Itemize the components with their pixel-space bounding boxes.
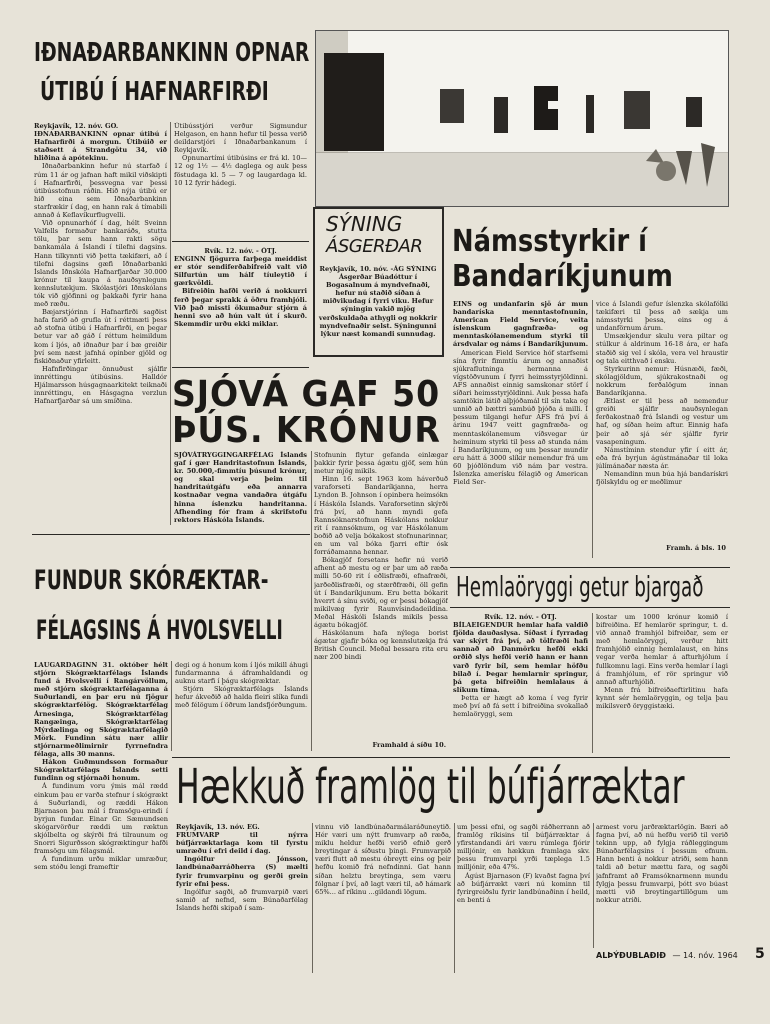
headline-haekkud: Hækkuð framlög til búfjárræktar — [176, 759, 685, 815]
footer-paper: ALÞÝÐUBLAÐIÐ — [596, 951, 666, 960]
nams-article-col1: EINS og undanfarin sjö ár mun bandaríska menntastofnunin, American Field Service, veita íslenskum gagnfræða- og menntaskólanemendum styrki til ársdvalar og náms í Bandaríkjunum. American Field Service hóf starfsemi sína fyrir fimmtíu árum og annaðist sjúkraflutninga hermanna á vígstöðvunum í fyrri heimsstyrjöldinni. AFS annaðist einnig samskonar störf í síðari heimsstyrjöldinni. Auk þessa hafa samtökin látið alþjóðamál til sín taka og unnið að bættri sambúð þjóða á milli. Í þessum tilgangi hefur AFS frá því á árinu 1947 veitt gagnfræða- og menntaskólanemum víðsvegar úr heiminum styrki til þess að stunda nám í Bandaríkjunum, og um þessar mundir eru hátt á 3000 slíkir nemendur frá um 60 þjóðlöndum við nám þar vestra. Íslenzka amerísku félagið og American Field Ser- — [453, 300, 588, 487]
sjova-article-col1: SJÓVÁTRYGGINGARFÉLAG Íslands gaf í gær Handritastofnun Íslands, kr. 50.000,-fimmtíu þúsund krónur, og skal verja þeim til handritaútgáfu eða annarra kostnaðar vegna vandaðra útgáfu hinna íslenzku handritanna. Afhending fór fram á skrifstofu rektors Háskóla Íslands. — [174, 451, 307, 524]
hemla-article-col1: Rvík. 12. nóv. - ÓTJ. BÍLAEIGENDUR hemlar hafa valdið fjölda dauðaslysa. Síðast í fyrradag var skýrt frá því, að tölfræði hafi sannað að Danmörku hefði ekki orðið slys hefði verið hann er hann varð fyrir bíl, sem hemlar höfðu bilað í. Þegar hemlarnir springur, þá geta bifreiðin hemlalaus á slíkum tíma. Þetta er hægt að koma í veg fyrir með því að fá sett í bifreiðina svokallað hemlaöryggi, sem — [453, 613, 588, 719]
footer-page-number: 5 — [755, 946, 765, 962]
exhibition-photo — [315, 30, 729, 207]
syning-article: Reykjavík, 10. nóv. -ÁG SÝNING Ásgerðar Búadóttur í Bogasalnum á myndvefnaði, hefur nú staðið síðan á miðvikudag í fyrri viku. Hefur sýningin vakið mjög verðskuldaða athygli og nokkrir myndvefnaðir selst. Sýningunni lýkur næst komandi sunnudag. — [318, 265, 438, 338]
engin-article: Rvík. 12. nóv. - ÓTJ. ENGINN fjögurra farþega meiddist er stór sendiferðabifreið valt við Silfurtún um hálf tíuleytið í gærkvöldi. Bifreiðin hafði verið á nokkurri ferð þegar sprakk á öðru framhjóli. Við það missti ökumaður stjórn á henni svo að hún valt út í skurð. Skemmdir urðu ekki miklar. — [174, 247, 307, 328]
skog-article-col1: LAUGARDAGINN 31. október hélt stjórn Skógræktarfélags Íslands fund á Hvolsvelli í Rangárvöllum, með stjórn skógræktarfélaganna á Suðurlandi, en þar eru nú fjögur skógræktarfélög. Skógræktarfélag Árnesinga, Skógræktarfélag Rangæinga, Skógræktarfélag Mýrdælinga og Skógræktarfélagið Mörk. Fundinn sátu nær allir stjórnarmeðlimirnir fyrrnefndra félaga, alls 30 manns. Hákon Guðmundsson formaður Skógræktarfélags Íslands setti fundinn og stjórnaði honum. Á fundinum voru ýmis mál rædd einkum þau er varða stefnur í skógrækt á Suðurlandi, og ræddi Hákon Bjarnason þau mál í framsögu-erindi í byrjun fundar. Einar Gr. Sæmundsen skógarvörður ræddi um ræktun skjólbelta og skýrði frá tilraunum og Snorri Sigurðsson skógræktingur hafði framsögu um félagsmál. Á fundinum urðu miklar umræður, sem stóðu lengi frameftir — [34, 661, 168, 872]
haek-article-col1: Reykjavík, 13. nóv. EG. FRUMVARP til nýrra búfjárræktarlaga kom til fyrstu umræðu í efri deild í dag. Ingólfur Jónsson, landbúnaðarráðherra (S) mælti fyrir frumvarpinu og gerði grein fyrir efni þess. Ingólfur sagði, að frumvarpið væri samið af nefnd, sem Búnaðarfélag Íslands hefði skipað í sam- — [176, 823, 308, 912]
headline-skograekt-line1: FUNDUR SKÓRÆKTAR- — [34, 565, 269, 596]
headline-namsstyrkir-line1: Námsstyrkir í — [452, 224, 648, 259]
headline-bank-line2: ÚTIBÚ Í HAFNARFIRÐI — [40, 77, 269, 107]
footer-date: — 14. nóv. 1964 — [672, 951, 738, 960]
haek-article-col2: vinnu við landbúnaðarmálaráðuneytið. Hér væri um nýtt frumvarp að ræða, miklu heldur hefði verið efnið gerð breytingar á síðustu þingi. Frumvarpið væri flutt að mestu óbreytt eins og þeir hefðu komið frá nefndinni. Gat hann síðan helztu breytinga, sem væru fólgnar í því, að lagt væri til, að hámark 65%... af ríkinu ...gildandi lögum. — [315, 823, 451, 896]
bank-article-col2: Útibússtjóri verður Sigmundur Helgason, en hann hefur til þessa verið deildarstjóri í Iðnaðarbankanum í Reykjavík. Opnunartími útibúsins er frá kl. 10—12 og 1½ — 4½ daglega og auk þess föstudaga kl. 5 — 7 og laugardaga kl. 10 12 fyrir hádegi. — [174, 122, 307, 187]
sjova-article-col2: Stofnunin flytur gefanda einlægar þakkir fyrir þessa ágætu gjöf, sem hún metur mjög mikils. Hinn 16. sept 1963 kom háverðuð varaforseti Bandaríkjanna, herra Lyndon B. Johnson í opinbera heimsókn í Háskóla Íslands. Varaforsetinn skýrði frá því, að hann myndi gefa Rannsóknarstofnun Háskólans nokkur rit í rannsóknum, og var Háskólanum boðið að velja bókakost stofnunarinnar, en um val bóka fjarri eftir ósk forráðamanna hennar. Bókagjöf forsetans hefir nú verið afhent að mestu og er þar um að ræða milli 50-60 rit í eðlisfræði, efnafræði, jarðeðlisfræði, og stærðfræði, öll gefin út í Bandaríkjunum. Eru betta bókarit hverrt á sínu sviði, og er þessi bókagjöf mikilvæg fyrir Raunvísindadeildina. Meðal Háskóli Íslands mikils þessa ágætu bókagjöf. Háskólanum hafa nýlega borist ágætar gjafir bóka og kennslutækja frá British Council. Meðal bessara rita eru nær 200 bindi — [314, 451, 448, 662]
hemla-article-col2: kostar um 1000 krónur komið í bifreiðina. Ef hemlarör springur, t. d. við annað framhjól bifreiðar, sem er með hemlaöryggi, verður hitt framhjólið einnig hemlalaust, en hins vegar verða hemlar á afturhjólum í fullkomnu lagi. Eins verða hemlar í lagi á framhjólum, ef rör springur við annað afturhjólið. Menn frá bifreiðaeftirlitinu hafa kynnt sér hemlaöryggin, og telja þau mikilsverð öryggistæki. — [596, 613, 728, 711]
headline-sjova-line2: ÞÚS. KRÓNUR — [172, 410, 441, 451]
nams-article-col2: vice á Íslandi gefur íslenzka skólafólki tækifæri til þess að sækja um námsstyrki þessa, eins og á undanförnum árum. Umsækjendur skulu vera piltar og stúlkur á aldrinum 16-18 ára, er hafa staðið sig vel í skóla, vera vel hraustir og tala eitthvað í ensku. Styrkurinn nemur: Húsnæði, fæði, skólagjöldum, sjúkrakostnaði og nokkrum ferðalögum innan Bandaríkjanna. Ætlast er til þess að nemendur greiði sjálfir nauðsynlegan ferðakostnað frá Íslandi og vestur um haf, og síðan heim aftur. Einnig hafa þeir að sjá sér sjálfir fyrir vasapeningum. Námstíminn stendur yfir í eitt ár, eða frá byrjun ágústmánaðar til loka júlímánaðar næsta ár. Nemandinn mun búa hjá bandarískri fjölskyldu og er meðlimur — [596, 300, 728, 487]
syning-heading-line2: ÁSGERÐAR — [326, 236, 423, 257]
headline-hemla: Hemlaöryggi getur bjargað — [456, 570, 704, 603]
haek-article-col3: um þessi efni, og sagði ráðherrann að framlög ríkisins til búfjárræktar á yfirstandandi ári væru rúmlega fjórir milljónir, en hækkun framlaga skv. þessu frumvarpi yrði tæplega 1.5 milljónir, eða 47%. Ágúst Bjarnason (F) kvaðst fagna því að búfjárrækt væri nú kominn til fyrirgreiðslu fyrir landbúnaðinn í heild, en benti á — [457, 823, 590, 904]
skog-article-col2: degi og á honum kom í ljós mikill áhugi fundarmanna á áframhaldandi og auknu starfi í þágu skógræktar. Stjórn Skógræktarfélags Íslands hefur ákveðið að halda fleiri slíka fundi með félögum í öðrum landsfjórðungum. — [175, 661, 308, 710]
exhibition-photo-image — [316, 31, 728, 206]
headline-skograekt-line2: FÉLAGSINS Á HVOLSVELLI — [36, 615, 283, 646]
footer-paper-name — [596, 950, 738, 961]
haek-article-col4: armest voru jarðræktarlögin. Bæri að fagna því, að nú hefðu verið til verið tekinn upp, að fylgja ráðleggingum Búnaðarfélagsins í þessum efnum. Hann benti á nokkur atriði, sem hann taldi að betur mættu fara, og sagði jafnframt að Framsóknarmenn mundu fylgja þessu frumvarpi, þótt svo búast mætti við breytingartillögum um nokkur atriði. — [596, 823, 728, 904]
nams-continuation: Framh. á bls. 10 — [666, 544, 726, 552]
headline-bank-line1: IÐNAÐARBANKINN OPNAR — [34, 38, 310, 68]
syning-heading-line1: SÝNING — [326, 212, 403, 236]
headline-sjova-line1: SJÓVÁ GAF 50 — [172, 374, 441, 415]
sjova-continuation: Framhald á síðu 10. — [372, 741, 446, 749]
bank-article-col1: Reykjavík, 12. nóv. GO. IÐNAÐARBANKINN opnar útibú í Hafnarfirði á morgun. Útibúið er staðsett á Strandgötu 34, við hliðina á apótekinu. Iðnaðarbankinn hefur nú starfað í rúm 11 ár og jafnan haft mikil viðskipti í Hafnarfirði, þessvegna var þessi útibússtofnun ráðin. Hið nýja útibú er hið eina sem Iðnaðarbankinn starfrækir í dag, en hann rak á tímabili annað á Keflavíkurflugvelli. Við opnunarhóf í dag, hélt Sveinn Valfells formaður bankaráðs, stutta tölu, þar sem hann rakti sögu bankamála á Íslandi í tilefni dagsins. Hann tilkynnti við þetta tækifæri, að í tilefni dagsins gæfi Iðnaðarbanki Íslands Iðnskóla Hafnarfjarðar 30.000 krónur til kaupa á nauðsynlegum kennslutækjum. Skólastjóri Iðnskólans tók við gjöfinni og þakkaði fyrir hana með ræðu. Bæjarstjórinn í Hafnarfirði sagðist hafa farið að grufla út í réttmæti þess að stofna útibú í Hafnarfirði, en þegar betur var að gáð í réttum heimildum kom í ljós, að iðnaður þar í bæ greiðir því sem næst jafnhá opinber gjöld og fiskiðnaður yfirleitt. Hafnfirðingar önnuðust sjálfir innréttingu útibúsins. Halldór Hjálmarsson húsgagnaarkitekt teiknaði innréttingu, en Hásgagna verzlun Hafnarfjarðar sá um smíðina. — [34, 122, 167, 406]
headline-namsstyrkir-line2: Bandaríkjunum — [452, 259, 673, 294]
